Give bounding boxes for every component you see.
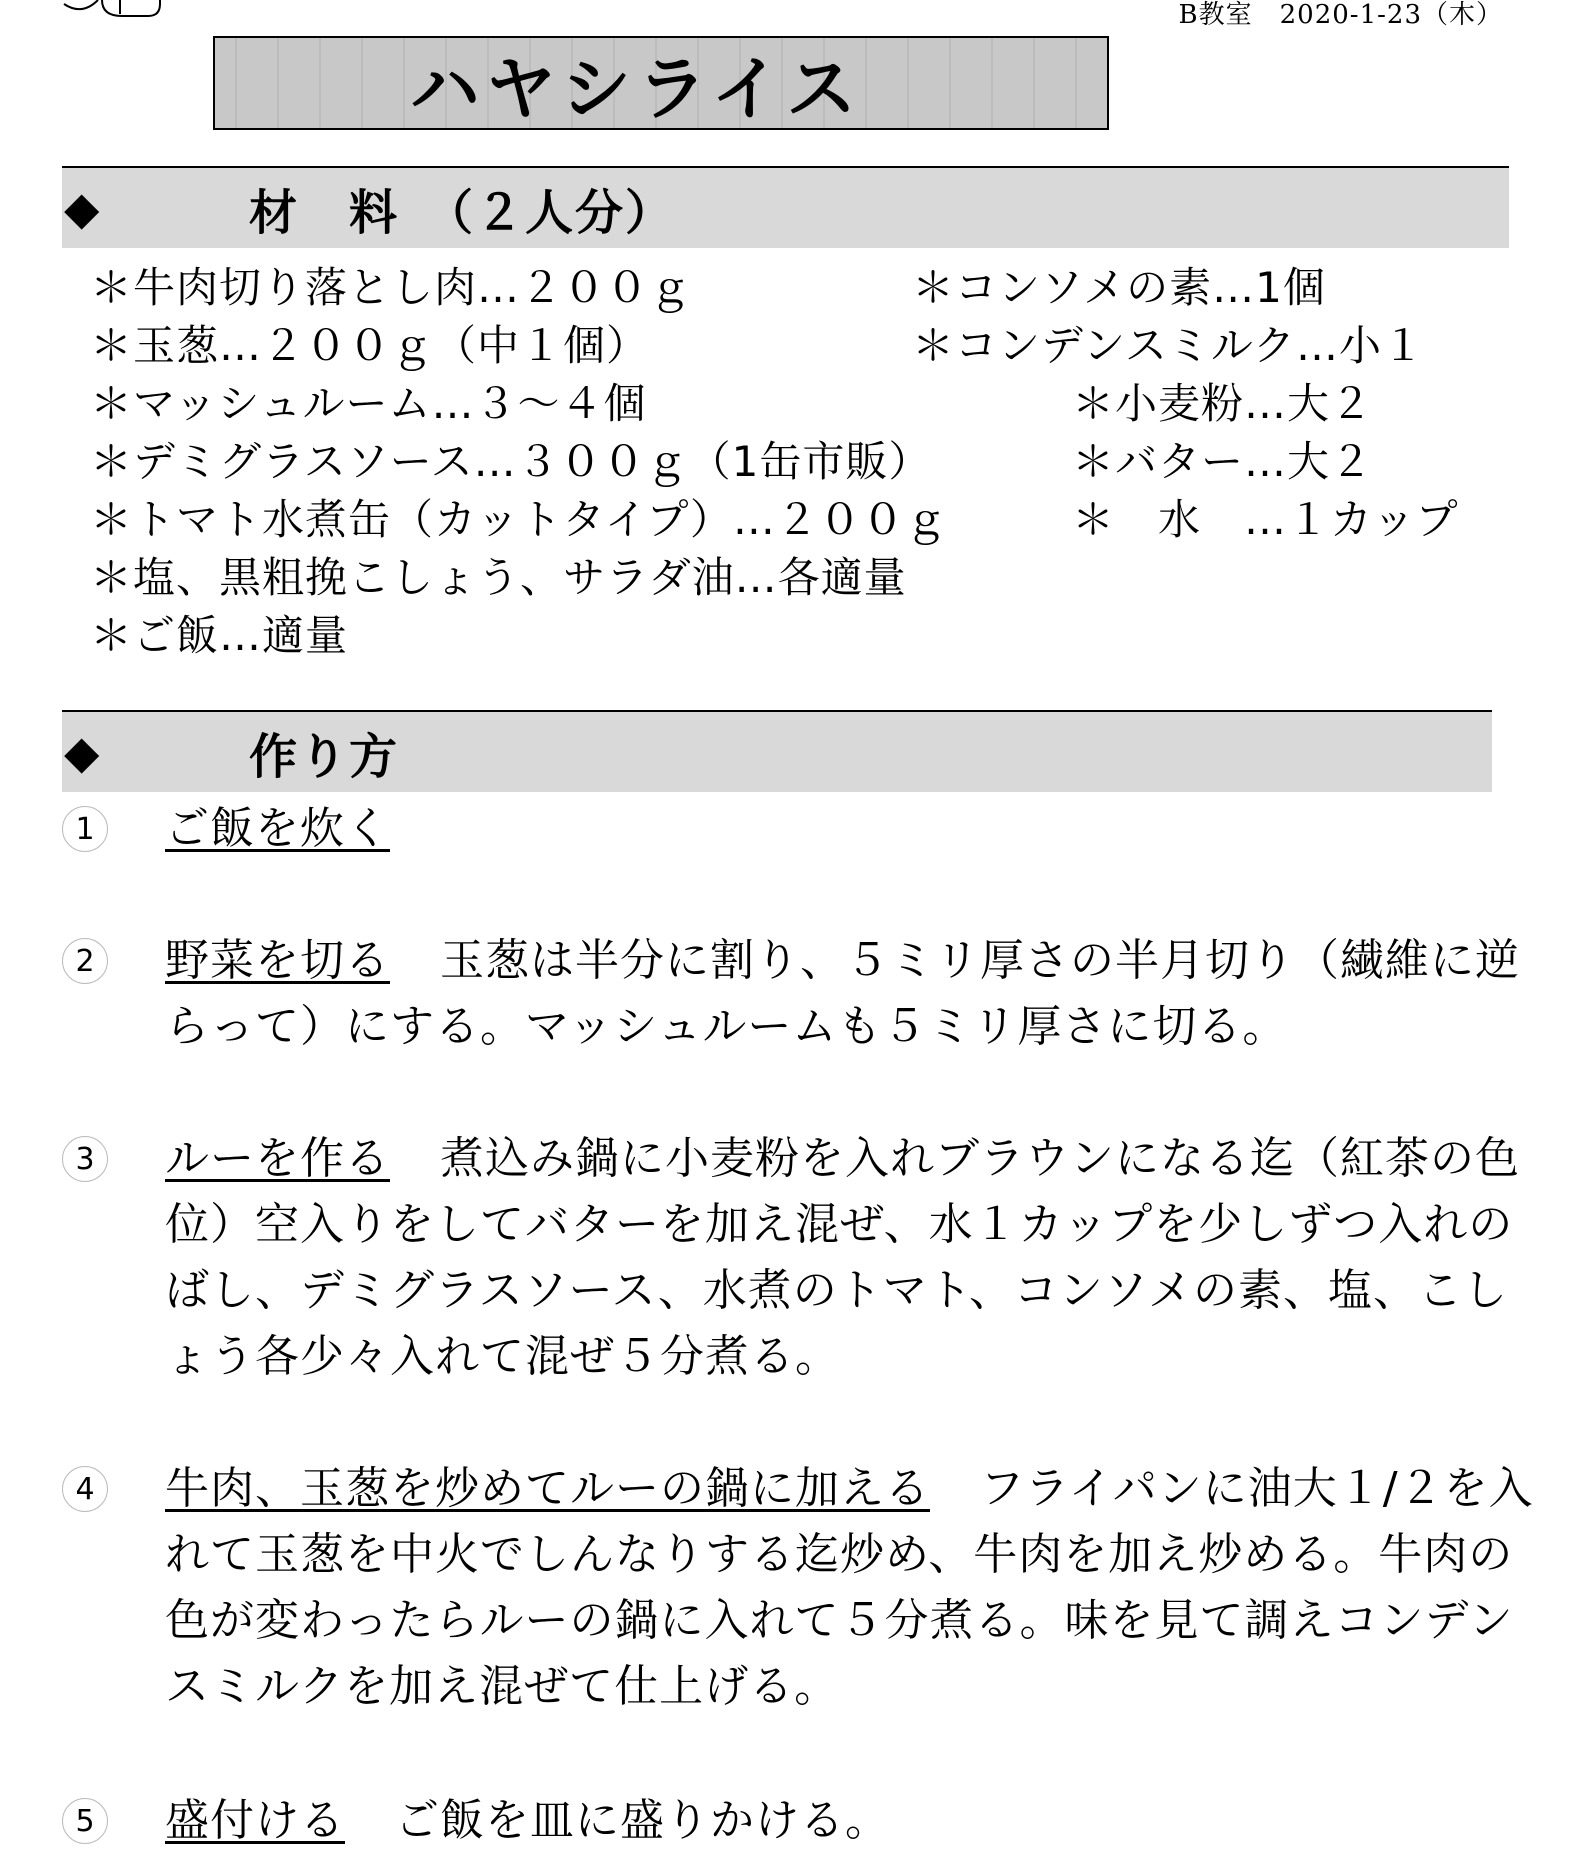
ingredient-item: ＊玉葱…２００ｇ（中１個） [90, 321, 650, 370]
ingredient-item: ＊ご飯…適量 [90, 611, 349, 660]
step-number: 1 [62, 806, 108, 852]
step-number: 2 [62, 938, 108, 984]
title-box [213, 36, 1109, 130]
diamond-icon: ◆ [64, 181, 100, 235]
step-4 [165, 1456, 1540, 1720]
ingredient-item: ＊コンソメの素…1個 [912, 263, 1326, 312]
step-heading: 牛肉、玉葱を炒めてルーの鍋に加える [165, 1463, 930, 1514]
ingredient-item: ＊バター…大２ [1072, 437, 1374, 486]
step-3 [165, 1126, 1540, 1390]
step-5 [165, 1788, 1540, 1854]
ingredient-item: ＊コンデンスミルク…小１ [912, 321, 1426, 370]
step-1 [165, 796, 1540, 862]
step-text: フライパンに油大１/２を入れて玉葱を中火でしんなりする迄炒め、牛肉を加え炒める。牛肉の色が変わったらルーの鍋に入れて５分煮る。味を見て調えコンデンスミルクを加え混ぜて仕上げる。 [165, 1463, 1534, 1712]
ingredient-item: ＊マッシュルーム…３～４個 [90, 379, 647, 428]
step-2 [165, 928, 1540, 1060]
ingredient-item: ＊牛肉切り落とし肉…２００ｇ [90, 263, 693, 312]
step-text: 玉葱は半分に割り、５ミリ厚さの半月切り（繊維に逆らって）にする。マッシュルームも５ミリ厚さに切る。 [165, 935, 1520, 1052]
step-text: ご飯を皿に盛りかける。 [395, 1795, 890, 1846]
diamond-icon: ◆ [64, 725, 100, 779]
method-header [62, 710, 1492, 792]
ingredient-item: ＊塩、黒粗挽こしょう、サラダ油…各適量 [90, 553, 907, 602]
method-title: 作り方 [249, 728, 400, 785]
ingredients-header [62, 166, 1509, 248]
class-date-label: B教室 2020-1-23（木） [1178, 0, 1503, 30]
step-heading: ルーを作る [165, 1133, 390, 1184]
corner-logo-sketch [62, 0, 162, 18]
step-heading: 野菜を切る [165, 935, 390, 986]
step-number: 5 [62, 1798, 108, 1844]
step-text: 煮込み鍋に小麦粉を入れブラウンになる迄（紅茶の色位）空入りをしてバターを加え混ぜ、水１カップを少しずつ入れのばし、デミグラスソース、水煮のトマト、コンソメの素、塩、こしょう各少々入れて混ぜ５分煮る。 [165, 1133, 1520, 1382]
step-heading: 盛付ける [165, 1795, 345, 1846]
ingredient-item: ＊デミグラスソース…３００ｇ（1缶市販） [90, 437, 932, 486]
step-heading: ご飯を炊く [165, 803, 390, 854]
ingredient-item: ＊トマト水煮缶（カットタイプ）…２００ｇ [90, 495, 948, 544]
ingredient-item: ＊小麦粉…大２ [1072, 379, 1374, 428]
ingredients-title: 材 料 （２人分） [249, 184, 676, 241]
step-number: 4 [62, 1466, 108, 1512]
step-number: 3 [62, 1136, 108, 1182]
page-title: ハヤシライス [409, 47, 863, 130]
ingredient-item: ＊ 水 …１カップ [1072, 495, 1459, 544]
